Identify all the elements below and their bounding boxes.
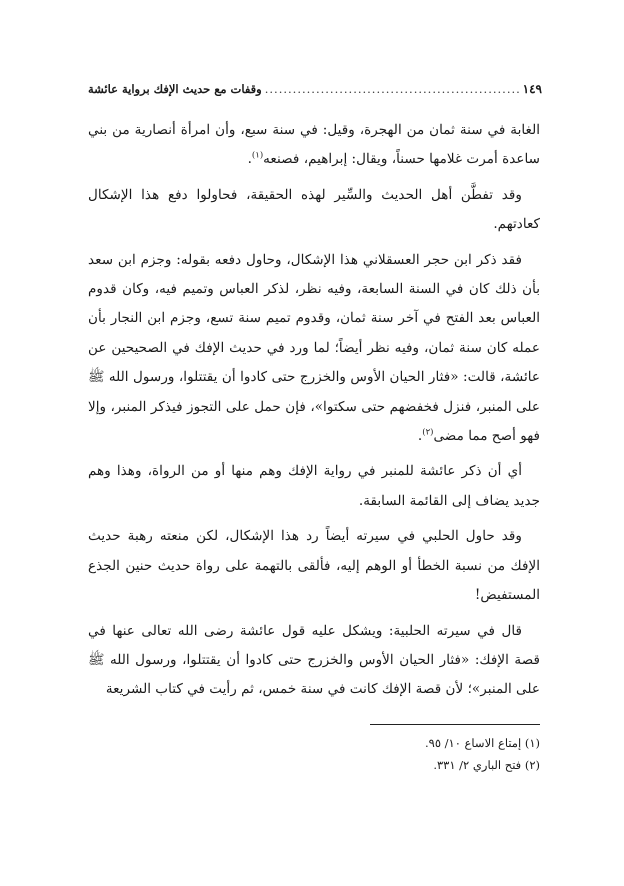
header-title: وقفات مع حديث الإفك برواية عائشة	[88, 82, 262, 96]
header-leader-dots	[265, 82, 520, 96]
footnote-2: (٢) فتح الباري ٢/ ٣٣١.	[433, 758, 540, 772]
footnotes	[88, 732, 540, 776]
body-text	[88, 116, 540, 711]
paragraph-6: قال في سيرته الحلبية: ويشكل عليه قول عائشة رضى الله تعالى عنها في قصة الإفك: «فثار الحيان الأوس والخزرج حتى كادوا أن يقتتلوا، ورسول الله ﷺ على المنبر»؛ لأن قصة الإفك كانت في سنة خمس، ثم رأيت في كتاب الشريعة	[88, 622, 540, 698]
paragraph-3: فقد ذكر ابن حجر العسقلاني هذا الإشكال، وحاول دفعه بقوله: وجزم ابن سعد بأن ذلك كان في السنة السابعة، وفيه نظر، لذكر العباس وتميم فيه، وكان قدوم العباس بعد الفتح في آخر سنة ثمان، وقدوم تميم سنة تسع، وجزم ابن النجار بأن عمله كان سنة ثمان، وفيه نظر أيضاً؛ لما ورد في حديث الإفك في الصحيحين عن عائشة، قالت: «فثار الحيان الأوس والخزرج حتى كادوا أن يقتتلوا، ورسول الله ﷺ على المنبر، فنزل فخفضهم حتى سكتوا»، فإن حمل على التجوز فيذكر المنبر، وإلا فهو أصح مما مضى$^{(٢)}$.	[88, 251, 540, 445]
paragraph-5: وقد حاول الحلبي في سيرته أيضاً رد هذا الإشكال، لكن منعته رهبة حديث الإفك من نسبة الخطأ أو الوهم إليه، فألقى بالتهمة على رواة حديث حنين الجذع المستفيض!	[88, 528, 540, 604]
footnote-divider	[370, 724, 540, 725]
footnote-1: (١) إمتاع الاساع ١٠/ ٩٥.	[425, 736, 540, 750]
footnote-ref-2: (٢)	[422, 427, 434, 438]
paragraph-2: وقد تفطَّن أهل الحديث والسِّير لهذه الحقيقة، فحاولوا دفع هذا الإشكال كعادتهم.	[88, 186, 540, 233]
paragraph-4: أي أن ذكر عائشة للمنبر في رواية الإفك وهم منها أو من الرواة، وهذا وهم جديد يضاف إلى القائمة السابقة.	[88, 463, 540, 509]
running-header	[88, 82, 542, 102]
paragraph-1: الغابة في سنة ثمان من الهجرة، وقيل: في سنة سبع، وأن امرأة أنصارية من بني ساعدة أمرت غلامها حسناً، ويقال: إبراهيم، فصنعه$^{(١)}$.	[88, 122, 540, 168]
page-number: ١٤٩	[522, 82, 542, 96]
footnote-ref-1: (١)	[251, 150, 264, 161]
